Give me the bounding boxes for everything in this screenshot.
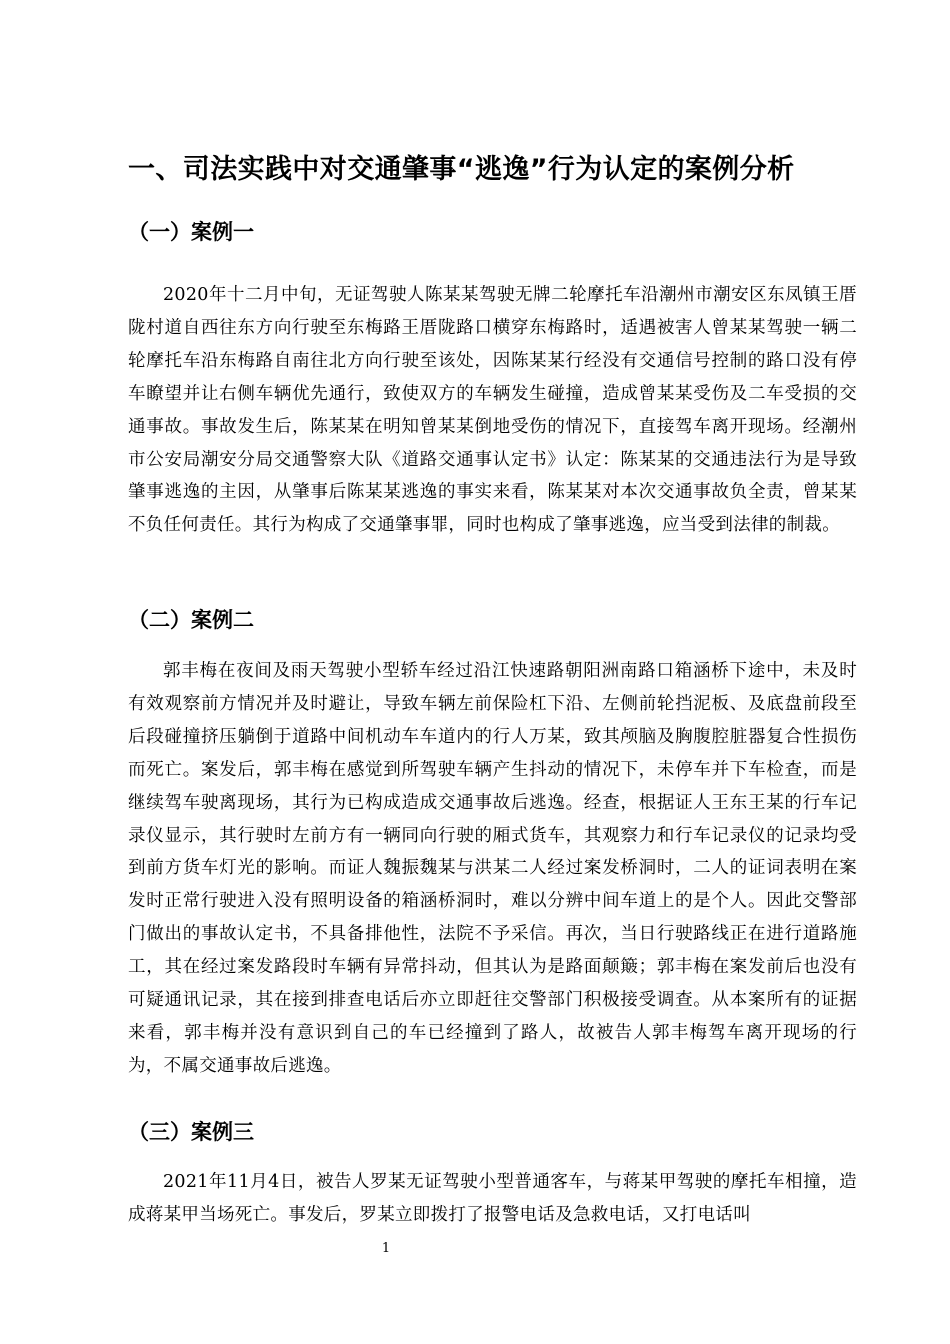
section-paragraph-case-3: 2021年11月4日，被告人罗某无证驾驶小型普通客车，与蒋某甲驾驶的摩托车相撞，造成蒋某甲当场死亡。事发后，罗某立即拨打了报警电话及急救电话，又打电话叫 [128,1172,857,1225]
section-heading-case-2: （二）案例二 [128,608,254,632]
section-heading-case-3: （三）案例三 [128,1120,254,1144]
section-heading-case-1: （一）案例一 [128,220,254,244]
section-paragraph-case-2: 郭丰梅在夜间及雨天驾驶小型轿车经过沿江快速路朝阳洲南路口箱涵桥下途中，未及时有效观察前方情况并及时避让，导致车辆左前保险杠下沿、左侧前轮挡泥板、及底盘前段至后段碰撞挤压躺倒于道路中间机动车车道内的行人万某，致其颅脑及胸腹腔脏器复合性损伤而死亡。案发后，郭丰梅在感觉到所驾驶车辆产生抖动的情况下，未停车并下车检查，而是继续驾车驶离现场，其行为已构成造成交通事故后逃逸。经查，根据证人王东王某的行车记录仪显示，其行驶时左前方有一辆同向行驶的厢式货车，其观察力和行车记录仪的记录均受到前方货车灯光的影响。而证人魏振魏某与洪某二人经过案发桥洞时，二人的证词表明在案发时正常行驶进入没有照明设备的箱涵桥洞时，难以分辨中间车道上的是个人。因此交警部门做出的事故认定书，不具备排他性，法院不予采信。再次，当日行驶路线正在进行道路施工，其在经过案发路段时车辆有异常抖动，但其认为是路面颠簸；郭丰梅在案发前后也没有可疑通讯记录，其在接到排查电话后亦立即赶往交警部门积极接受调查。从本案所有的证据来看，郭丰梅并没有意识到自己的车已经撞到了路人，故被告人郭丰梅驾车离开现场的行为，不属交通事故后逃逸。 [128,661,857,1076]
page-title: 一、司法实践中对交通肇事“逃逸”行为认定的案例分析 [128,154,795,185]
section-paragraph-case-1: 2020年十二月中旬，无证驾驶人陈某某驾驶无牌二轮摩托车沿潮州市潮安区东凤镇王厝陇村道自西往东方向行驶至东梅路王厝陇路口横穿东梅路时，适遇被害人曾某某驾驶一辆二轮摩托车沿东梅路自南往北方向行驶至该处，因陈某某行经没有交通信号控制的路口没有停车瞭望并让右侧车辆优先通行，致使双方的车辆发生碰撞，造成曾某某受伤及二车受损的交通事故。事故发生后，陈某某在明知曾某某倒地受伤的情况下，直接驾车离开现场。经潮州市公安局潮安分局交通警察大队《道路交通事认定书》认定：陈某某的交通违法行为是导致肇事逃逸的主因，从肇事后陈某某逃逸的事实来看，陈某某对本次交通事故负全责，曾某某不负任何责任。其行为构成了交通肇事罪，同时也构成了肇事逃逸，应当受到法律的制裁。 [128,285,857,536]
page-number: 1 [381,1241,391,1256]
